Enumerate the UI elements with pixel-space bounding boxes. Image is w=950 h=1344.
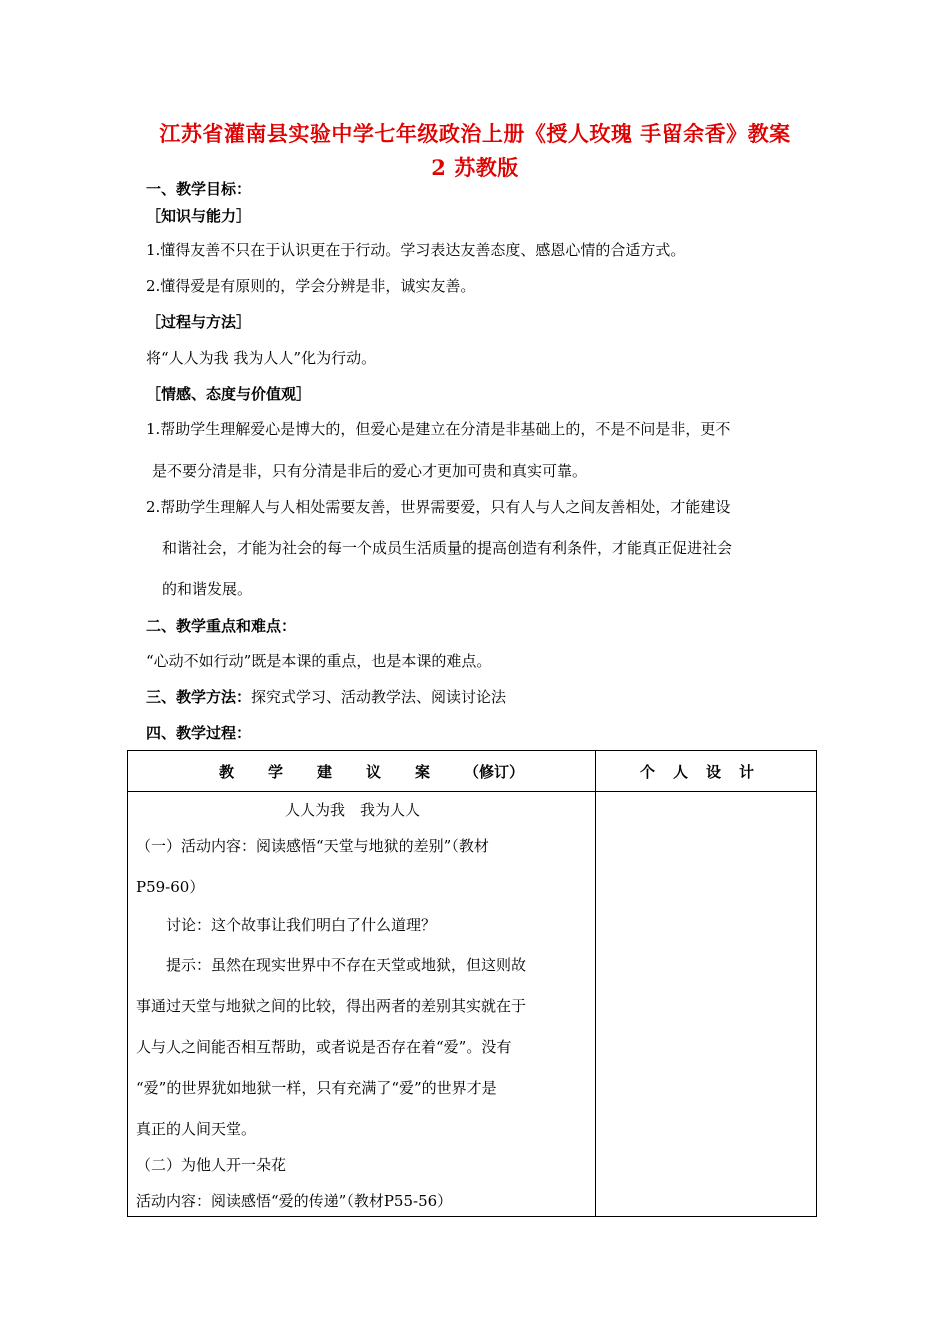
section-3-heading: 三、教学方法： [146, 688, 252, 706]
plan-line: 事通过天堂与地狱之间的比较，得出两者的差别其实就在于 [136, 997, 527, 1015]
emotion-item-1-line-2: 是不要分清是非，只有分清是非后的爱心才更加可贵和真实可靠。 [152, 462, 588, 480]
plan-line: 提示：虽然在现实世界中不存在天堂或地狱，但这则故 [166, 956, 527, 974]
section-3 [146, 686, 506, 707]
table-header-left [128, 761, 595, 782]
plan-line: 活动内容：阅读感悟“爱的传递”（教材P55-56） [136, 1192, 453, 1210]
header-left-suffix: （修订） [464, 763, 525, 781]
emotion-item-1-line-1: 1.帮助学生理解爱心是博大的，但爱心是建立在分清是非基础上的，不是不问是非，更不 [146, 420, 731, 438]
process-item-1: 将“人人为我 我为人人”化为行动。 [146, 349, 377, 367]
section-1-heading: 一、教学目标： [146, 180, 252, 198]
plan-line: （一）活动内容：阅读感悟“天堂与地狱的差别”（教材 [136, 837, 489, 855]
emotion-item-2-line-3: 的和谐发展。 [162, 580, 253, 598]
title-line-1: 江苏省灌南县实验中学七年级政治上册《授人玫瑰 手留余香》教案 [159, 121, 791, 146]
plan-line: 人与人之间能否相互帮助，或者说是否存在着“爱”。没有 [136, 1038, 512, 1056]
knowledge-heading: ［知识与能力］ [146, 207, 252, 225]
lesson-plan-table [127, 750, 817, 1217]
emotion-item-2-line-1: 2.帮助学生理解人与人相处需要友善，世界需要爱，只有人与人之间友善相处，才能建设 [146, 498, 731, 516]
document-title [130, 117, 820, 185]
plan-line: P59-60） [136, 878, 205, 896]
table-header-left-cell [128, 751, 596, 792]
header-left-label: 教学建议案 [218, 763, 464, 781]
plan-line: 人人为我 我为人人 [285, 801, 421, 819]
section-2-text: “心动不如行动”既是本课的重点，也是本课的难点。 [146, 652, 492, 670]
teaching-plan-cell [128, 792, 596, 1217]
emotion-item-2-line-2: 和谐社会，才能为社会的每一个成员生活质量的提高创造有利条件，才能真正促进社会 [162, 539, 733, 557]
personal-design-cell [596, 792, 817, 1217]
plan-line: 讨论：这个故事让我们明白了什么道理？ [166, 916, 437, 934]
plan-line: 真正的人间天堂。 [136, 1120, 257, 1138]
plan-line: （二）为他人开一朵花 [136, 1156, 287, 1174]
title-line-2: 2 苏教版 [431, 155, 519, 180]
process-heading: ［过程与方法］ [146, 313, 252, 331]
table-header-right: 个人设计 [639, 763, 772, 781]
table-body-row [128, 792, 817, 1217]
section-2-heading: 二、教学重点和难点： [146, 617, 297, 635]
emotion-heading: ［情感、态度与价值观］ [146, 385, 312, 403]
table-header-right-cell [596, 751, 817, 792]
section-4-heading: 四、教学过程： [146, 724, 252, 742]
table-header-row [128, 751, 817, 792]
plan-line: “爱”的世界犹如地狱一样，只有充满了“爱”的世界才是 [136, 1079, 497, 1097]
knowledge-item-1: 1.懂得友善不只在于认识更在于行动。学习表达友善态度、感恩心情的合适方式。 [146, 241, 686, 259]
knowledge-item-2: 2.懂得爱是有原则的，学会分辨是非，诚实友善。 [146, 277, 476, 295]
section-3-text: 探究式学习、活动教学法、阅读讨论法 [251, 688, 507, 706]
